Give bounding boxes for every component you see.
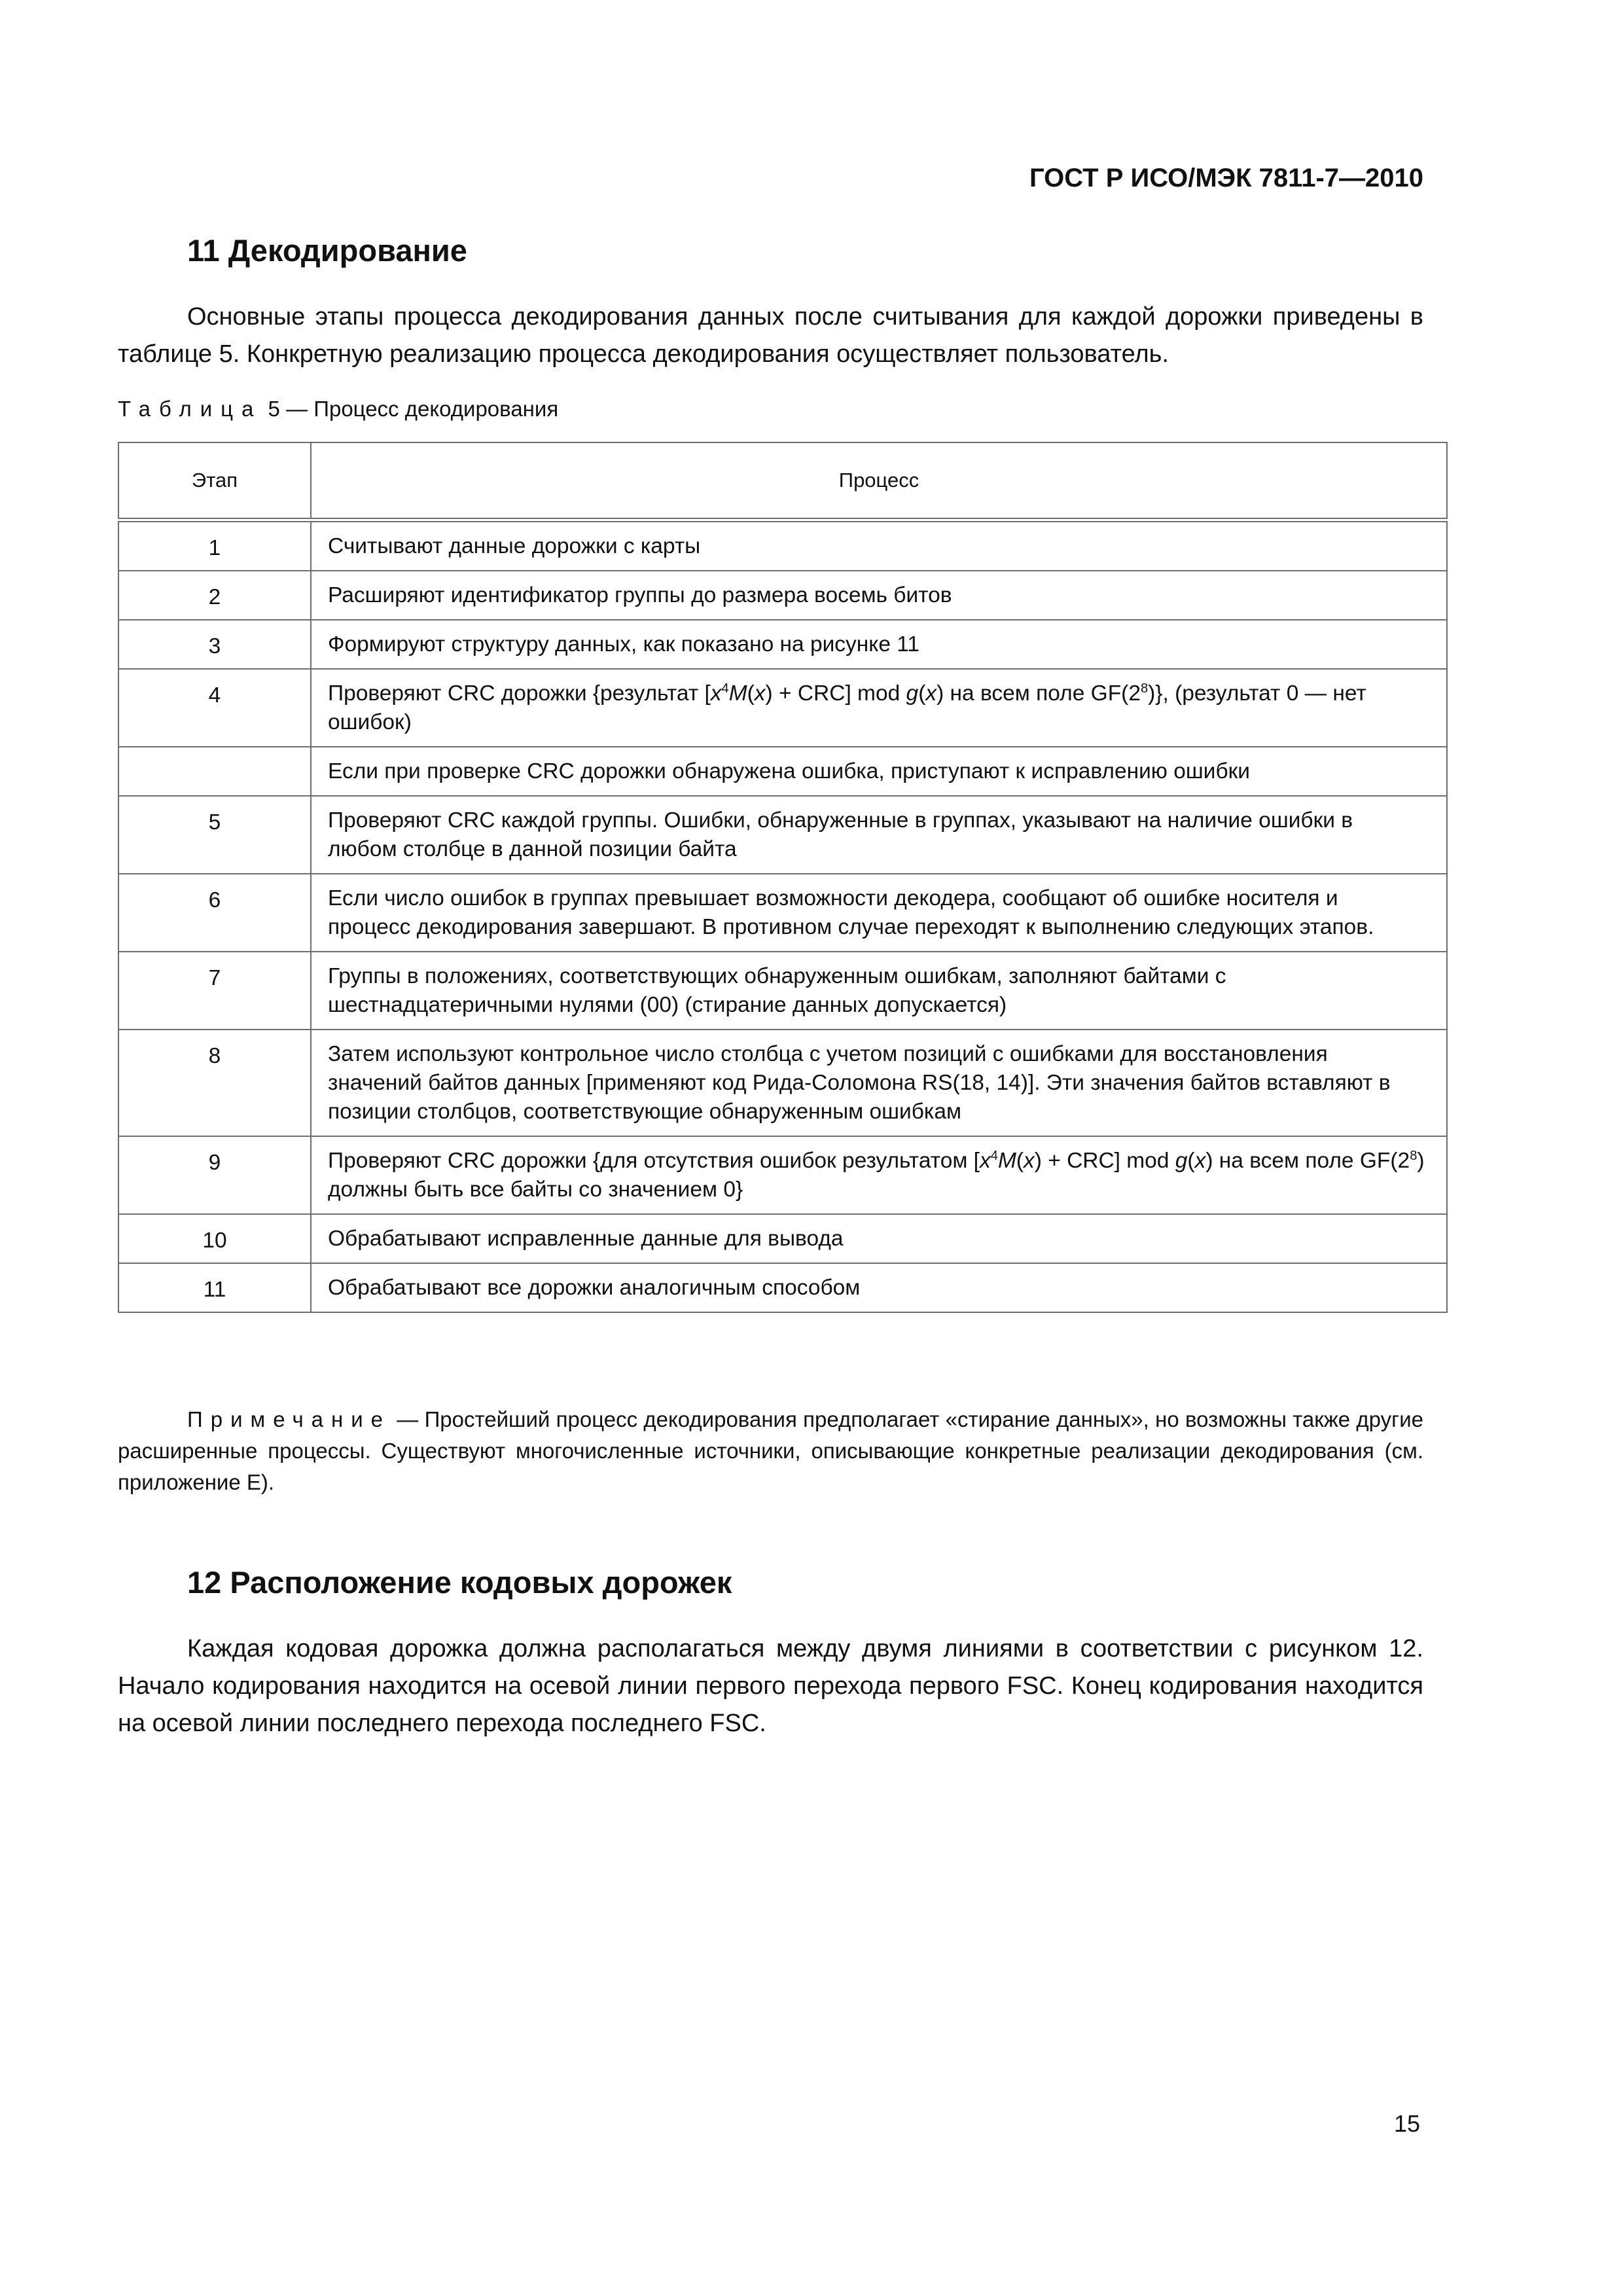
process-cell: Формируют структуру данных, как показано на рисунке 11: [311, 620, 1447, 669]
table-header-row: [118, 442, 1447, 520]
table-row: [118, 1030, 1447, 1136]
table-caption-text: 5 — Процесс декодирования: [262, 397, 559, 421]
process-cell: Если при проверке CRC дорожки обнаружена ошибка, приступают к исправлению ошибки: [311, 747, 1447, 796]
table-row: [118, 1214, 1447, 1263]
section-12-text: Каждая кодовая дорожка должна располагаться между двумя линиями в соответствии с рисунком 12. Начало кодирования находится на осевой линии первого перехода первого FSC. Конец кодирования находится на осевой линии последнего перехода последнего FSC.: [118, 1635, 1423, 1737]
process-cell: Считывают данные дорожки с карты: [311, 520, 1447, 571]
table-row: [118, 1263, 1447, 1312]
column-header-process: Процесс: [311, 442, 1447, 520]
step-cell: 4: [118, 669, 311, 747]
step-cell: [118, 747, 311, 796]
section-11-intro: Основные этапы процесса декодирования данных после считывания для каждой дорожки приведены в таблице 5. Конкретную реализацию процесса декодирования осуществляет пользователь.: [118, 303, 1423, 368]
document-header: ГОСТ Р ИСО/МЭК 7811-7—2010: [1029, 164, 1423, 192]
table-row: [118, 874, 1447, 952]
step-cell: 11: [118, 1263, 311, 1312]
step-cell: 2: [118, 571, 311, 620]
process-cell: Затем используют контрольное число столбца с учетом позиций с ошибками для восстановления значений байтов данных [применяют код Рида-Соломона RS(18, 14)]. Эти значения байтов вставляют в позиции столбцов, соответствующие обнаруженным ошибкам: [311, 1030, 1447, 1136]
section-11-title: 11 Декодирование: [187, 233, 467, 268]
table-row: [118, 571, 1447, 620]
step-cell: 3: [118, 620, 311, 669]
step-cell: 6: [118, 874, 311, 952]
table-caption-prefix: Таблица: [118, 397, 262, 421]
section-12-title: 12 Расположение кодовых дорожек: [187, 1565, 732, 1600]
step-cell: 9: [118, 1136, 311, 1214]
step-cell: 7: [118, 952, 311, 1030]
step-cell: 10: [118, 1214, 311, 1263]
process-cell: Проверяют CRC каждой группы. Ошибки, обнаруженные в группах, указывают на наличие ошибки в любом столбце в данной позиции байта: [311, 796, 1447, 874]
note-text: — Простейший процесс декодирования предполагает «стирание данных», но возможны также другие расширенные процессы. Существуют многочисленные источники, описывающие конкретные реализации декодирования (см. приложение Е).: [118, 1407, 1423, 1494]
process-cell: Проверяют CRC дорожки {результат $[x^4M(x) + CRC]$ mod g(x) на всем поле $GF(2^8)$}, (результат 0 — нет ошибок): [311, 669, 1447, 747]
table-row: [118, 1136, 1447, 1214]
process-cell: Обрабатывают исправленные данные для вывода: [311, 1214, 1447, 1263]
table-row: [118, 796, 1447, 874]
step-cell: 8: [118, 1030, 311, 1136]
process-cell: Обрабатывают все дорожки аналогичным способом: [311, 1263, 1447, 1312]
table-row: [118, 952, 1447, 1030]
table-row: [118, 620, 1447, 669]
table-row: [118, 520, 1447, 571]
table-row: [118, 669, 1447, 747]
page-number: 15: [1394, 2110, 1421, 2137]
table-row: [118, 747, 1447, 796]
step-cell: 1: [118, 520, 311, 571]
table-caption: [118, 397, 558, 422]
table-note: [118, 1404, 1423, 1498]
note-label: Примечание: [187, 1407, 391, 1431]
process-cell: Если число ошибок в группах превышает возможности декодера, сообщают об ошибке носителя и процесс декодирования завершают. В противном случае переходят к выполнению следующих этапов.: [311, 874, 1447, 952]
process-cell: Группы в положениях, соответствующих обнаруженным ошибкам, заполняют байтами с шестнадцатеричными нулями (00) (стирание данных допускается): [311, 952, 1447, 1030]
process-cell: Расширяют идентификатор группы до размера восемь битов: [311, 571, 1447, 620]
column-header-step: Этап: [118, 442, 311, 520]
process-cell: Проверяют CRC дорожки {для отсутствия ошибок результатом $[x^4M(x) + CRC]$ mod g(x) на всем поле $GF(2^8)$ должны быть все байты со значением 0}: [311, 1136, 1447, 1214]
decoding-process-table: [118, 442, 1448, 1313]
step-cell: 5: [118, 796, 311, 874]
